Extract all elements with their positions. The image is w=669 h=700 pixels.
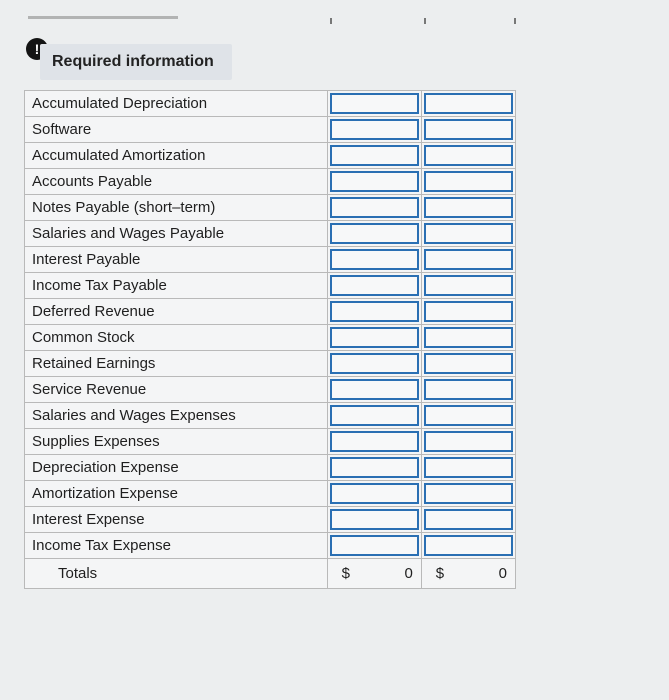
credit-cell	[421, 91, 515, 117]
credit-cell	[421, 221, 515, 247]
credit-cell	[421, 507, 515, 533]
account-row	[25, 273, 516, 299]
cropped-heading-line	[28, 16, 178, 19]
account-row	[25, 117, 516, 143]
account-name: Service Revenue	[25, 377, 328, 403]
debit-amount-input[interactable]	[330, 171, 419, 192]
debit-cell	[327, 143, 421, 169]
debit-cell	[327, 403, 421, 429]
account-name: Common Stock	[25, 325, 328, 351]
debit-cell	[327, 91, 421, 117]
account-name: Accumulated Amortization	[25, 143, 328, 169]
credit-amount-input[interactable]	[424, 145, 513, 166]
account-row	[25, 481, 516, 507]
debit-amount-input[interactable]	[330, 119, 419, 140]
account-row	[25, 533, 516, 559]
account-row	[25, 143, 516, 169]
account-name: Depreciation Expense	[25, 455, 328, 481]
credit-amount-input[interactable]	[424, 431, 513, 452]
credit-total-value: 0	[498, 565, 507, 582]
debit-amount-input[interactable]	[330, 327, 419, 348]
account-row	[25, 221, 516, 247]
trial-balance-table	[24, 90, 516, 589]
account-row	[25, 247, 516, 273]
debit-cell	[327, 507, 421, 533]
credit-cell	[421, 117, 515, 143]
credit-amount-input[interactable]	[424, 249, 513, 270]
debit-cell	[327, 195, 421, 221]
debit-cell	[327, 533, 421, 559]
credit-amount-input[interactable]	[424, 457, 513, 478]
credit-cell	[421, 195, 515, 221]
debit-cell	[327, 221, 421, 247]
debit-cell	[327, 481, 421, 507]
debit-amount-input[interactable]	[330, 405, 419, 426]
account-name: Salaries and Wages Payable	[25, 221, 328, 247]
credit-cell	[421, 299, 515, 325]
credit-cell	[421, 247, 515, 273]
credit-cell	[421, 143, 515, 169]
account-name: Interest Expense	[25, 507, 328, 533]
debit-amount-input[interactable]	[330, 483, 419, 504]
account-name: Accounts Payable	[25, 169, 328, 195]
credit-currency-symbol: $	[435, 565, 445, 582]
credit-cell	[421, 351, 515, 377]
alert-icon: !	[26, 38, 48, 60]
credit-cell	[421, 481, 515, 507]
credit-amount-input[interactable]	[424, 405, 513, 426]
column-tick-mark	[424, 18, 426, 24]
debit-amount-input[interactable]	[330, 535, 419, 556]
column-tick-mark	[330, 18, 332, 24]
debit-cell	[327, 169, 421, 195]
debit-amount-input[interactable]	[330, 431, 419, 452]
debit-total-cell	[327, 559, 421, 589]
debit-cell	[327, 325, 421, 351]
totals-label: Totals	[25, 559, 328, 589]
credit-cell	[421, 325, 515, 351]
account-name: Amortization Expense	[25, 481, 328, 507]
debit-currency-symbol: $	[341, 565, 350, 582]
credit-amount-input[interactable]	[424, 483, 513, 504]
debit-cell	[327, 455, 421, 481]
required-information-banner: Required information	[40, 44, 232, 80]
credit-amount-input[interactable]	[424, 301, 513, 322]
debit-amount-input[interactable]	[330, 457, 419, 478]
column-tick-mark	[514, 18, 516, 24]
debit-amount-input[interactable]	[330, 275, 419, 296]
debit-cell	[327, 273, 421, 299]
totals-row	[25, 559, 516, 589]
debit-amount-input[interactable]	[330, 145, 419, 166]
account-name: Notes Payable (short–term)	[25, 195, 328, 221]
account-row	[25, 351, 516, 377]
credit-cell	[421, 273, 515, 299]
account-row	[25, 91, 516, 117]
credit-amount-input[interactable]	[424, 379, 513, 400]
account-name: Deferred Revenue	[25, 299, 328, 325]
account-row	[25, 299, 516, 325]
debit-amount-input[interactable]	[330, 93, 419, 114]
account-name: Income Tax Payable	[25, 273, 328, 299]
credit-amount-input[interactable]	[424, 223, 513, 244]
credit-amount-input[interactable]	[424, 509, 513, 530]
credit-amount-input[interactable]	[424, 353, 513, 374]
account-name: Salaries and Wages Expenses	[25, 403, 328, 429]
debit-amount-input[interactable]	[330, 223, 419, 244]
account-name: Interest Payable	[25, 247, 328, 273]
account-row	[25, 455, 516, 481]
credit-amount-input[interactable]	[424, 535, 513, 556]
account-row	[25, 429, 516, 455]
debit-cell	[327, 377, 421, 403]
debit-amount-input[interactable]	[330, 301, 419, 322]
credit-cell	[421, 455, 515, 481]
credit-cell	[421, 377, 515, 403]
account-row	[25, 195, 516, 221]
credit-amount-input[interactable]	[424, 327, 513, 348]
account-name: Income Tax Expense	[25, 533, 328, 559]
credit-cell	[421, 533, 515, 559]
debit-cell	[327, 351, 421, 377]
account-name: Supplies Expenses	[25, 429, 328, 455]
credit-cell	[421, 169, 515, 195]
debit-amount-input[interactable]	[330, 353, 419, 374]
account-name: Retained Earnings	[25, 351, 328, 377]
account-row	[25, 377, 516, 403]
debit-cell	[327, 117, 421, 143]
credit-amount-input[interactable]	[424, 93, 513, 114]
debit-amount-input[interactable]	[330, 509, 419, 530]
account-name: Accumulated Depreciation	[25, 91, 328, 117]
credit-amount-input[interactable]	[424, 119, 513, 140]
credit-cell	[421, 429, 515, 455]
account-row	[25, 507, 516, 533]
account-row	[25, 403, 516, 429]
debit-cell	[327, 247, 421, 273]
credit-amount-input[interactable]	[424, 171, 513, 192]
debit-amount-input[interactable]	[330, 197, 419, 218]
credit-amount-input[interactable]	[424, 275, 513, 296]
account-row	[25, 325, 516, 351]
account-row	[25, 169, 516, 195]
account-name: Software	[25, 117, 328, 143]
credit-amount-input[interactable]	[424, 197, 513, 218]
credit-total-cell	[421, 559, 515, 589]
debit-amount-input[interactable]	[330, 379, 419, 400]
debit-cell	[327, 299, 421, 325]
debit-total-value: 0	[404, 565, 413, 582]
debit-amount-input[interactable]	[330, 249, 419, 270]
debit-cell	[327, 429, 421, 455]
credit-cell	[421, 403, 515, 429]
